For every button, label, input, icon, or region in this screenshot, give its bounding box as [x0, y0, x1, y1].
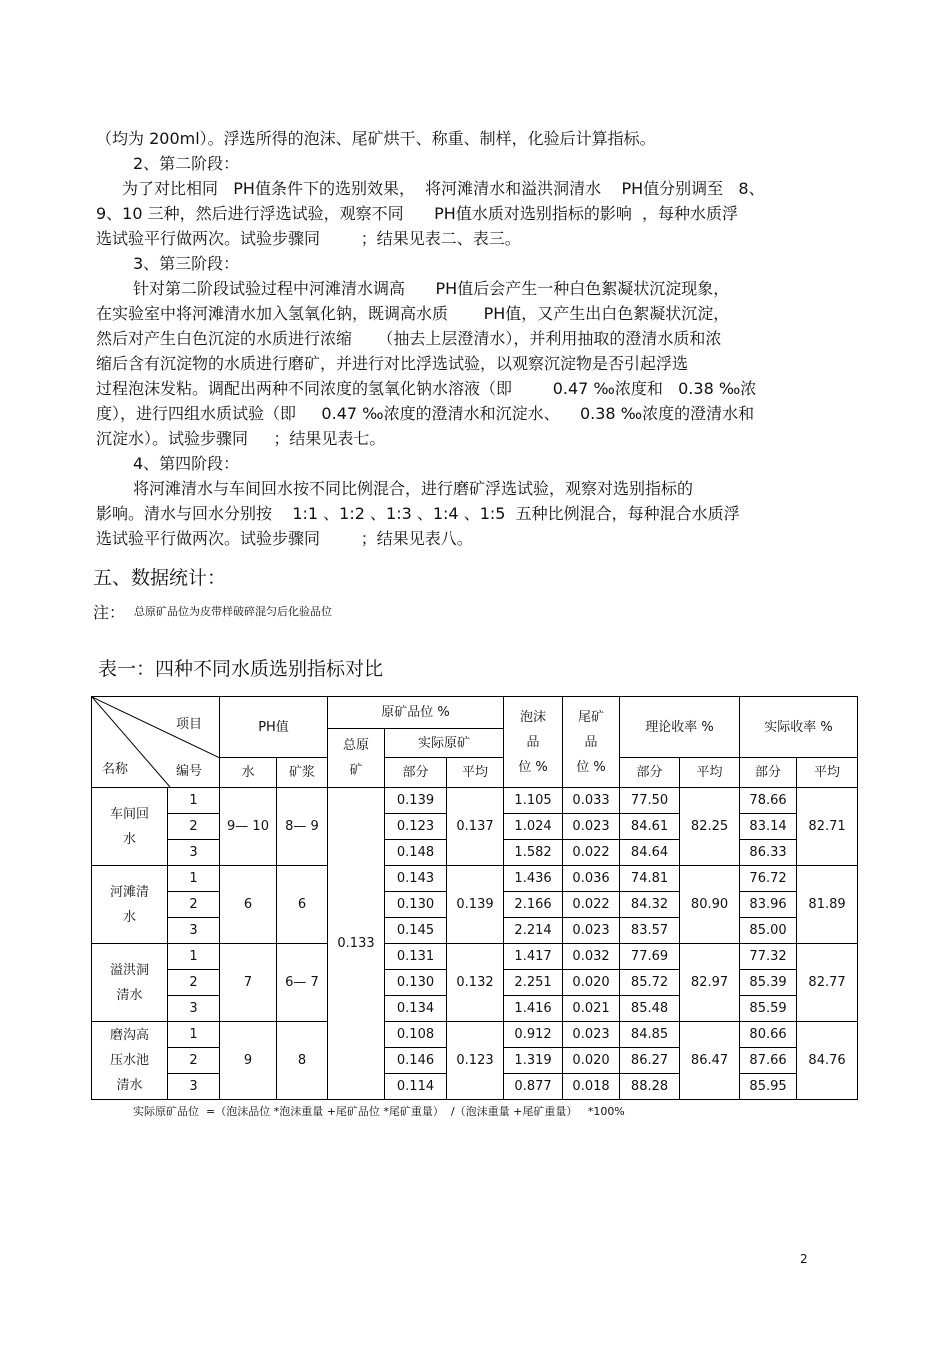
actual-part: 83.96 — [740, 892, 797, 918]
actual-part: 85.59 — [740, 996, 797, 1022]
ph-slurry: 8 — [277, 1022, 328, 1100]
ore-part: 0.123 — [385, 814, 447, 840]
ore-part: 0.143 — [385, 866, 447, 892]
formula-note: 实际原矿品位 =（泡沫品位 *泡沫重量 +尾矿品位 *尾矿重量） /（泡沫重量 +尾矿重量） *100% — [133, 1105, 625, 1118]
foam-grade: 0.877 — [504, 1074, 563, 1100]
ore-part: 0.108 — [385, 1022, 447, 1048]
row-number: 2 — [168, 892, 220, 918]
actual-avg: 84.76 — [797, 1022, 858, 1100]
ore-part: 0.139 — [385, 788, 447, 814]
theory-part: 84.61 — [620, 814, 680, 840]
theory-part: 85.72 — [620, 970, 680, 996]
header-actual-ore: 实际原矿 — [385, 729, 504, 758]
tail-grade: 0.022 — [563, 840, 620, 866]
ore-part: 0.148 — [385, 840, 447, 866]
actual-part: 83.14 — [740, 814, 797, 840]
ph-water: 7 — [220, 944, 277, 1022]
tail-grade: 0.021 — [563, 996, 620, 1022]
foam-grade: 2.214 — [504, 918, 563, 944]
header-total-ore-line: 矿 — [349, 763, 363, 778]
ore-part: 0.114 — [385, 1074, 447, 1100]
ph-water: 9— 10 — [220, 788, 277, 866]
theory-part: 74.81 — [620, 866, 680, 892]
foam-grade: 1.416 — [504, 996, 563, 1022]
paragraph-line: 然后对产生白色沉淀的水质进行浓缩 （抽去上层澄清水），并利用抽取的澄清水质和浓 — [96, 329, 722, 348]
group-name-line: 压水池 — [109, 1053, 149, 1068]
actual-avg: 82.71 — [797, 788, 858, 866]
actual-avg: 82.77 — [797, 944, 858, 1022]
group-name-line: 磨沟高 — [109, 1028, 149, 1043]
tail-grade: 0.023 — [563, 814, 620, 840]
row-number: 1 — [168, 866, 220, 892]
ore-avg: 0.123 — [447, 1022, 504, 1100]
actual-part: 86.33 — [740, 840, 797, 866]
theory-part: 84.64 — [620, 840, 680, 866]
ore-part: 0.130 — [385, 970, 447, 996]
actual-part: 87.66 — [740, 1048, 797, 1074]
paragraph-line: 为了对比相同 PH值条件下的选别效果， 将河滩清水和溢洪洞清水 PH值分别调至 8、 — [122, 179, 765, 198]
actual-part: 85.00 — [740, 918, 797, 944]
corner-item-label: 项目 — [176, 717, 203, 732]
header-foam-line: 泡沫 — [520, 709, 547, 725]
corner-number-label: 编号 — [176, 764, 203, 779]
header-part: 部分 — [385, 758, 447, 788]
foam-grade: 2.166 — [504, 892, 563, 918]
group-name — [92, 1022, 168, 1100]
header-total-ore-line: 总原 — [342, 738, 369, 753]
actual-part: 80.66 — [740, 1022, 797, 1048]
tail-grade: 0.020 — [563, 970, 620, 996]
foam-grade: 0.912 — [504, 1022, 563, 1048]
header-foam-grade — [504, 697, 563, 788]
foam-grade: 1.319 — [504, 1048, 563, 1074]
paragraph-line: （均为 200ml）。浮选所得的泡沫、尾矿烘干、称重、制样，化验后计算指标。 — [96, 129, 656, 148]
ore-avg: 0.132 — [447, 944, 504, 1022]
actual-part: 78.66 — [740, 788, 797, 814]
tail-grade: 0.018 — [563, 1074, 620, 1100]
tail-grade: 0.032 — [563, 944, 620, 970]
actual-part: 77.32 — [740, 944, 797, 970]
group-name — [92, 866, 168, 944]
ph-slurry: 6 — [277, 866, 328, 944]
group-name-line: 溢洪洞 — [109, 962, 149, 978]
ore-avg: 0.139 — [447, 866, 504, 944]
foam-grade: 1.417 — [504, 944, 563, 970]
note-label: 注： — [93, 603, 126, 622]
ore-part: 0.131 — [385, 944, 447, 970]
paragraph-line: 过程泡沫发粘。调配出两种不同浓度的氢氧化钠水溶液（即 0.47 ‰浓度和 0.38 ‰浓 — [96, 379, 757, 398]
theory-part: 88.28 — [620, 1074, 680, 1100]
row-number: 1 — [168, 944, 220, 970]
header-tail-line: 品 — [584, 734, 598, 750]
data-table — [91, 696, 858, 1100]
header-tail-line: 尾矿 — [578, 709, 605, 725]
tail-grade: 0.023 — [563, 1022, 620, 1048]
page-number: 2 — [800, 1252, 808, 1266]
paragraph-line: 沉淀水）。试验步骤同 ；结果见表七。 — [96, 429, 386, 448]
foam-grade: 2.251 — [504, 970, 563, 996]
ore-part: 0.134 — [385, 996, 447, 1022]
theory-avg: 82.97 — [680, 944, 740, 1022]
row-number: 1 — [168, 788, 220, 814]
total-ore-value: 0.133 — [328, 788, 385, 1100]
paragraph-line: 将河滩清水与车间回水按不同比例混合，进行磨矿浮选试验，观察对选别指标的 — [133, 479, 694, 498]
header-theory-recovery: 理论收率 % — [620, 697, 740, 758]
group-name — [92, 788, 168, 866]
section-title: 五、数据统计： — [93, 567, 227, 589]
header-tail-grade — [563, 697, 620, 788]
theory-part: 84.32 — [620, 892, 680, 918]
row-number: 2 — [168, 814, 220, 840]
ph-water: 9 — [220, 1022, 277, 1100]
row-number: 3 — [168, 840, 220, 866]
header-part: 部分 — [620, 758, 680, 788]
theory-avg: 80.90 — [680, 866, 740, 944]
theory-part: 77.50 — [620, 788, 680, 814]
paragraph-line: 选试验平行做两次。试验步骤同 ；结果见表八。 — [96, 529, 473, 548]
ore-part: 0.130 — [385, 892, 447, 918]
row-number: 3 — [168, 1074, 220, 1100]
row-number: 1 — [168, 1022, 220, 1048]
paragraph-line: 影响。清水与回水分别按 1:1 、1:2 、1:3 、1:4 、1:5 五种比例混合，每种混合水质浮 — [96, 504, 740, 523]
paragraph-line: 选试验平行做两次。试验步骤同 ；结果见表二、表三。 — [96, 229, 521, 248]
row-number: 3 — [168, 996, 220, 1022]
theory-part: 84.85 — [620, 1022, 680, 1048]
header-foam-line: 位 % — [518, 759, 548, 775]
theory-avg: 82.25 — [680, 788, 740, 866]
paragraph-line: 9、10 三种，然后进行浮选试验，观察不同 PH值水质对选别指标的影响 ，每种水质浮 — [96, 204, 738, 223]
stage-2-heading: 2、第二阶段： — [133, 154, 240, 173]
theory-avg: 86.47 — [680, 1022, 740, 1100]
row-number: 2 — [168, 1048, 220, 1074]
actual-avg: 81.89 — [797, 866, 858, 944]
theory-part: 85.48 — [620, 996, 680, 1022]
header-avg: 平均 — [447, 758, 504, 788]
row-number: 3 — [168, 918, 220, 944]
header-avg: 平均 — [680, 758, 740, 788]
tail-grade: 0.023 — [563, 918, 620, 944]
header-ph: PH值 — [220, 697, 328, 758]
header-tail-line: 位 % — [576, 759, 606, 775]
tail-grade: 0.033 — [563, 788, 620, 814]
paragraph-line: 在实验室中将河滩清水加入氢氧化钠，既调高水质 PH值，又产生出白色絮凝状沉淀， — [96, 304, 730, 323]
header-actual-recovery: 实际收率 % — [740, 697, 858, 758]
theory-part: 77.69 — [620, 944, 680, 970]
paragraph-line: 缩后含有沉淀物的水质进行磨矿，并进行对比浮选试验，以观察沉淀物是否引起浮选 — [96, 354, 689, 373]
theory-part: 86.27 — [620, 1048, 680, 1074]
actual-part: 76.72 — [740, 866, 797, 892]
tail-grade: 0.020 — [563, 1048, 620, 1074]
ph-slurry: 8— 9 — [277, 788, 328, 866]
header-part: 部分 — [740, 758, 797, 788]
corner-name-label: 名称 — [102, 762, 129, 777]
group-name-line: 清水 — [116, 987, 143, 1003]
group-name-line: 车间回 — [109, 806, 149, 822]
stage-3-heading: 3、第三阶段： — [133, 254, 240, 273]
header-avg: 平均 — [797, 758, 858, 788]
row-number: 2 — [168, 970, 220, 996]
actual-part: 85.95 — [740, 1074, 797, 1100]
foam-grade: 1.105 — [504, 788, 563, 814]
actual-part: 85.39 — [740, 970, 797, 996]
header-total-ore — [328, 729, 385, 788]
group-name-line: 清水 — [116, 1078, 143, 1093]
foam-grade: 1.582 — [504, 840, 563, 866]
group-name-line: 河滩清 — [109, 884, 149, 900]
tail-grade: 0.036 — [563, 866, 620, 892]
ph-water: 6 — [220, 866, 277, 944]
foam-grade: 1.436 — [504, 866, 563, 892]
paragraph-line: 度），进行四组水质试验（即 0.47 ‰浓度的澄清水和沉淀水、 0.38 ‰浓度的澄清水和 — [96, 404, 755, 423]
group-name-line: 水 — [122, 909, 136, 925]
paragraph-line: 针对第二阶段试验过程中河滩清水调高 PH值后会产生一种白色絮凝状沉淀现象， — [133, 279, 730, 298]
ore-avg: 0.137 — [447, 788, 504, 866]
header-slurry: 矿浆 — [277, 758, 328, 788]
theory-part: 83.57 — [620, 918, 680, 944]
group-name-line: 水 — [122, 831, 136, 847]
stage-4-heading: 4、第四阶段： — [133, 454, 240, 473]
note-text: 总原矿品位为皮带样破碎混匀后化验品位 — [134, 605, 332, 618]
header-foam-line: 品 — [526, 734, 540, 750]
group-name — [92, 944, 168, 1022]
ph-slurry: 6— 7 — [277, 944, 328, 1022]
tail-grade: 0.022 — [563, 892, 620, 918]
header-ore-grade: 原矿品位 % — [328, 697, 504, 729]
table-title: 表一：四种不同水质选别指标对比 — [98, 658, 384, 680]
ore-part: 0.145 — [385, 918, 447, 944]
header-water: 水 — [220, 758, 277, 788]
table-corner-cell — [92, 697, 220, 788]
foam-grade: 1.024 — [504, 814, 563, 840]
ore-part: 0.146 — [385, 1048, 447, 1074]
